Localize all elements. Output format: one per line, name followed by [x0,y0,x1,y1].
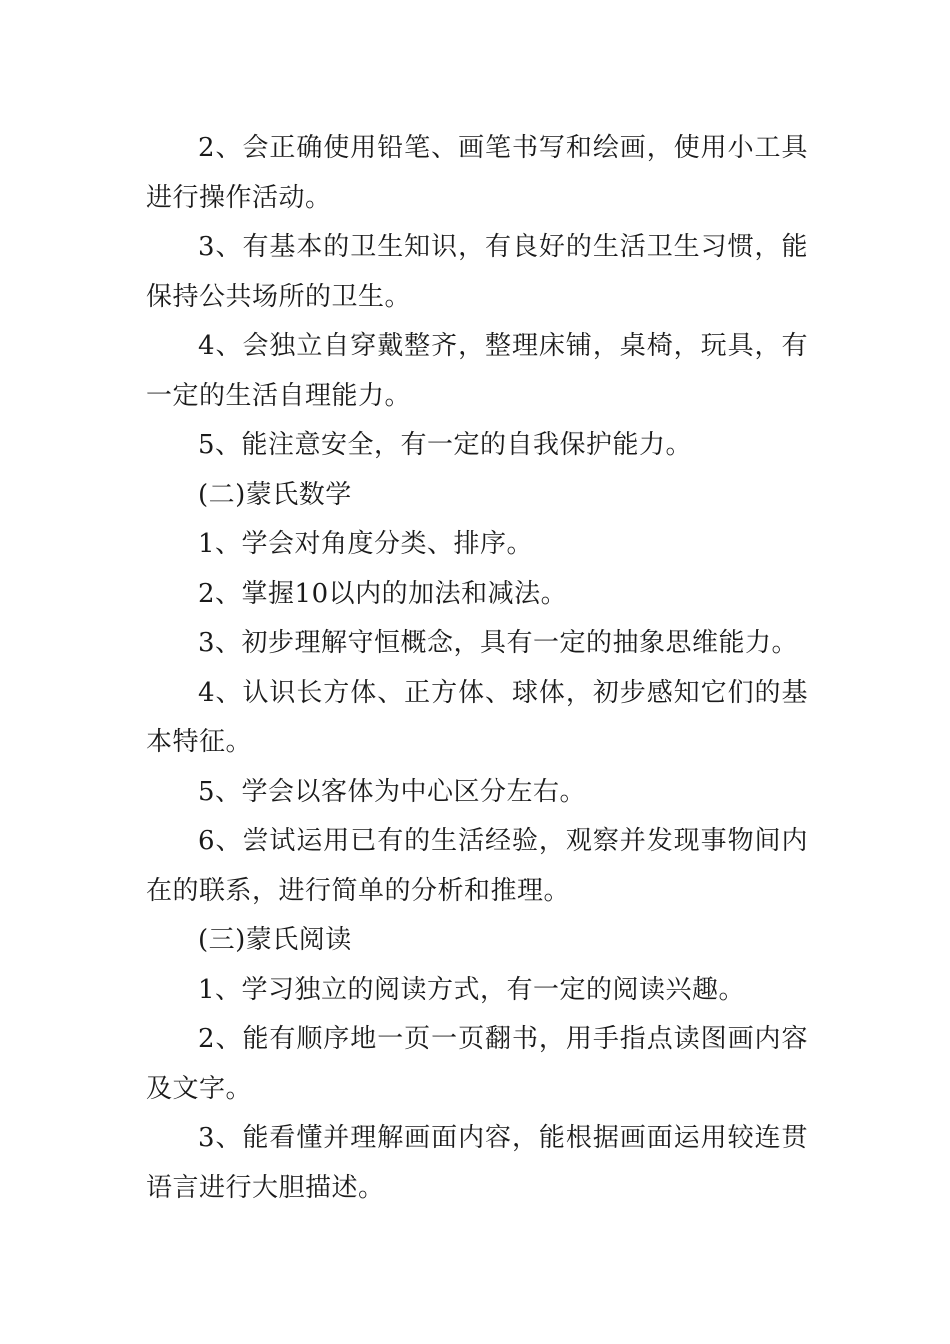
paragraph-reading-interest: 1、学习独立的阅读方式，有一定的阅读兴趣。 [198,974,746,1005]
paragraph-hygiene: 3、有基本的卫生知识，有良好的生活卫生习惯，能保持公共场所的卫生。 [146,232,808,312]
section-heading-math: (二)蒙氏数学 [198,479,352,510]
paragraph-math-conservation: 3、初步理解守恒概念，具有一定的抽象思维能力。 [198,628,799,658]
paragraph-math-left-right: 5、学会以客体为中心区分左右。 [198,776,587,807]
paragraph-skill-drawing: 2、会正确使用铅笔、画笔书写和绘画，使用小工具进行操作活动。 [146,133,808,213]
paragraph-safety: 5、能注意安全，有一定的自我保护能力。 [198,430,693,460]
paragraph-math-sorting: 1、学会对角度分类、排序。 [198,529,534,559]
paragraph-math-addition: 2、掌握10以内的加法和减法。 [198,578,568,609]
section-heading-reading: (三)蒙氏阅读 [198,925,352,955]
document-body [146,124,808,1213]
paragraph-math-reasoning: 6、尝试运用已有的生活经验，观察并发现事物间内在的联系，进行简单的分析和推理。 [146,826,808,906]
paragraph-math-shapes: 4、认识长方体、正方体、球体，初步感知它们的基本特征。 [146,677,808,757]
paragraph-self-care: 4、会独立自穿戴整齐，整理床铺，桌椅，玩具，有一定的生活自理能力。 [146,331,808,411]
paragraph-reading-page-turning: 2、能有顺序地一页一页翻书，用手指点读图画内容及文字。 [146,1024,808,1104]
paragraph-reading-description: 3、能看懂并理解画面内容，能根据画面运用较连贯语言进行大胆描述。 [146,1123,808,1203]
